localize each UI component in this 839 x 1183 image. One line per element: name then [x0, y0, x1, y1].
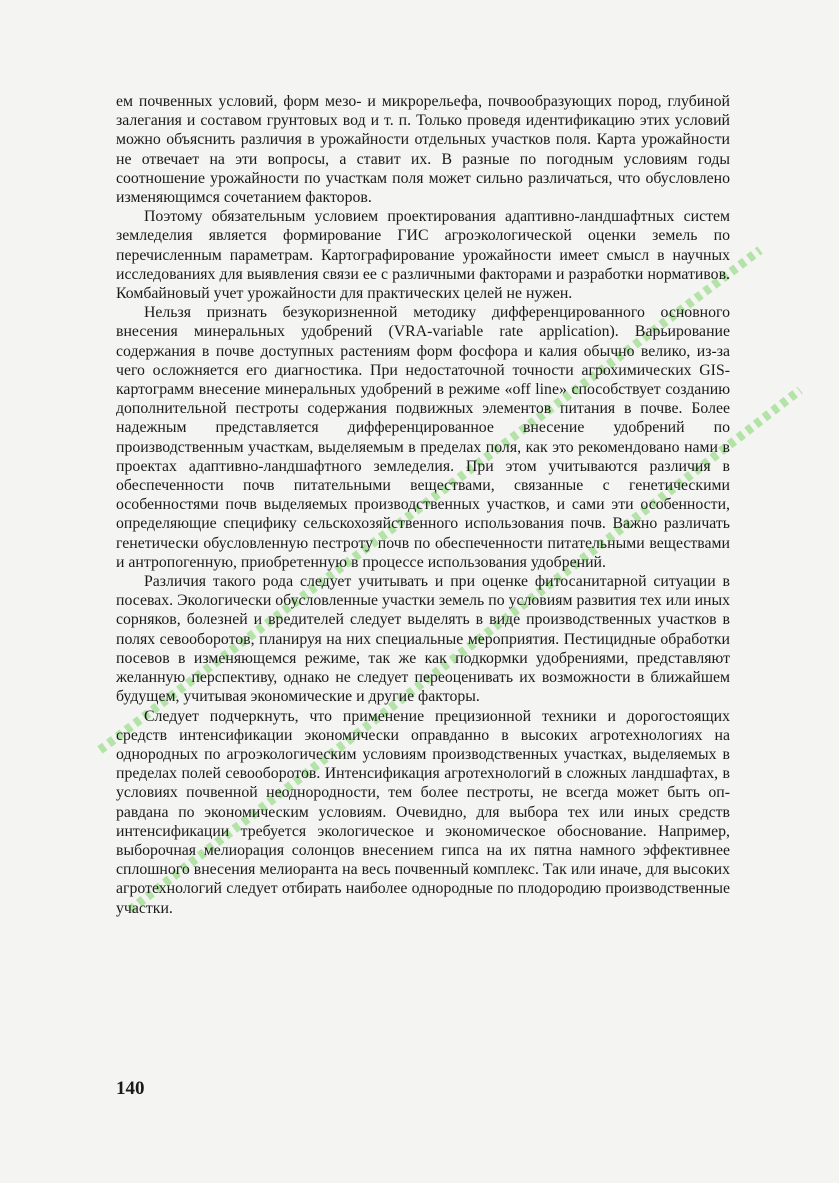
paragraph-3: Нельзя признать безукоризненной методику дифференцированного основного внесения минеральных удобрений (VRA-variable rate application). Варьирование содержания в почве доступных растениям форм фосфора и калия обычно велико, из-за чего осложняется его диагностика. При недостаточной точности агрохимических GIS-картограмм внесение минеральных удобрений в режиме «off line» способствует созданию дополнительной пестроты содержания подвижных элементов питания в почве. Более надежным представляется дифференцированное внесение удобрений по производственным участкам, выделяемым в пределах поля, как это рекомендовано нами в проектах адаптивно-ландшафтного земледелия. При этом учитываются различия в обеспеченности почв питательными веществами, связанные с генетическими особенностями почв выделяемых производственных участков, и сами эти особенности, определяющие специфику сельскохозяйственного использования почв. Важно различать генетически обусловленную пестроту почв по обеспеченности питательными веществами и антропогенную, приобретенную в процессе использования удобрений. [116, 304, 730, 571]
paragraph-2: Поэтому обязательным условием проектирования адаптивно-ландшафтных систем земледелия является формирование ГИС агроэкологической оценки земель по перечисленным параметрам. Картографирование урожайности имеет смысл в научных исследованиях для выявления связи ее с различными факторами и разработки нормативов. Комбайновый учет урожайности для практических целей не нужен. [116, 208, 730, 303]
paragraph-4: Различия такого рода следует учитывать и при оценке фитосанитарной ситуации в посевах. Экологически обусловленные участки земель по условиям развития тех или иных сорняков, болезней и вредителей следует выделять в виде производственных участков в полях севооборотов, планируя на них специальные мероприятия. Пестицидные обработки посевов в изменяющемся режиме, так же как подкормки удобрениями, представляют желанную перспективу, однако не следует переоценивать их возможности в ближайшем будущем, учитывая экономические и другие факторы. [116, 573, 730, 706]
page-number: 140 [116, 1078, 145, 1099]
body-text [116, 92, 730, 918]
paragraph-1: ем почвенных условий, форм мезо- и микрорельефа, почвообразующих пород, глубиной залегания и составом грунтовых вод и т. п. Только проведя идентификацию этих условий можно объяснить различия в урожайности отдельных участков поля. Карта урожайности не отвечает на эти вопросы, а ставит их. В разные по погодным условиям годы соотношение урожайности по участкам поля может сильно различаться, что обусловлено изменяющимся сочетанием факторов. [116, 93, 730, 207]
paragraph-5: Следует подчеркнуть, что применение прецизионной техники и дорогостоящих средств интенсификации экономически оправданно в высоких агротехнологиях на однородных по агроэкологическим условиям производственных участках, выделяемых в пределах полей севооборотов. Интенсификация агротехнологий в сложных ландшафтах, в условиях почвенной неоднородности, тем более пестроты, не всегда может быть оправдана по экономическим условиям. Очевидно, для выбора тех или иных средств интенсификации требуется экологическое и экономическое обоснование. Например, выборочная мелиорация солонцов внесением гипса на их пятна намного эффективнее сплошного внесения мелиоранта на весь почвенный комплекс. Так или иначе, для высоких агротехнологий следует отбирать наиболее однородные по плодородию производственные участки. [116, 707, 730, 917]
